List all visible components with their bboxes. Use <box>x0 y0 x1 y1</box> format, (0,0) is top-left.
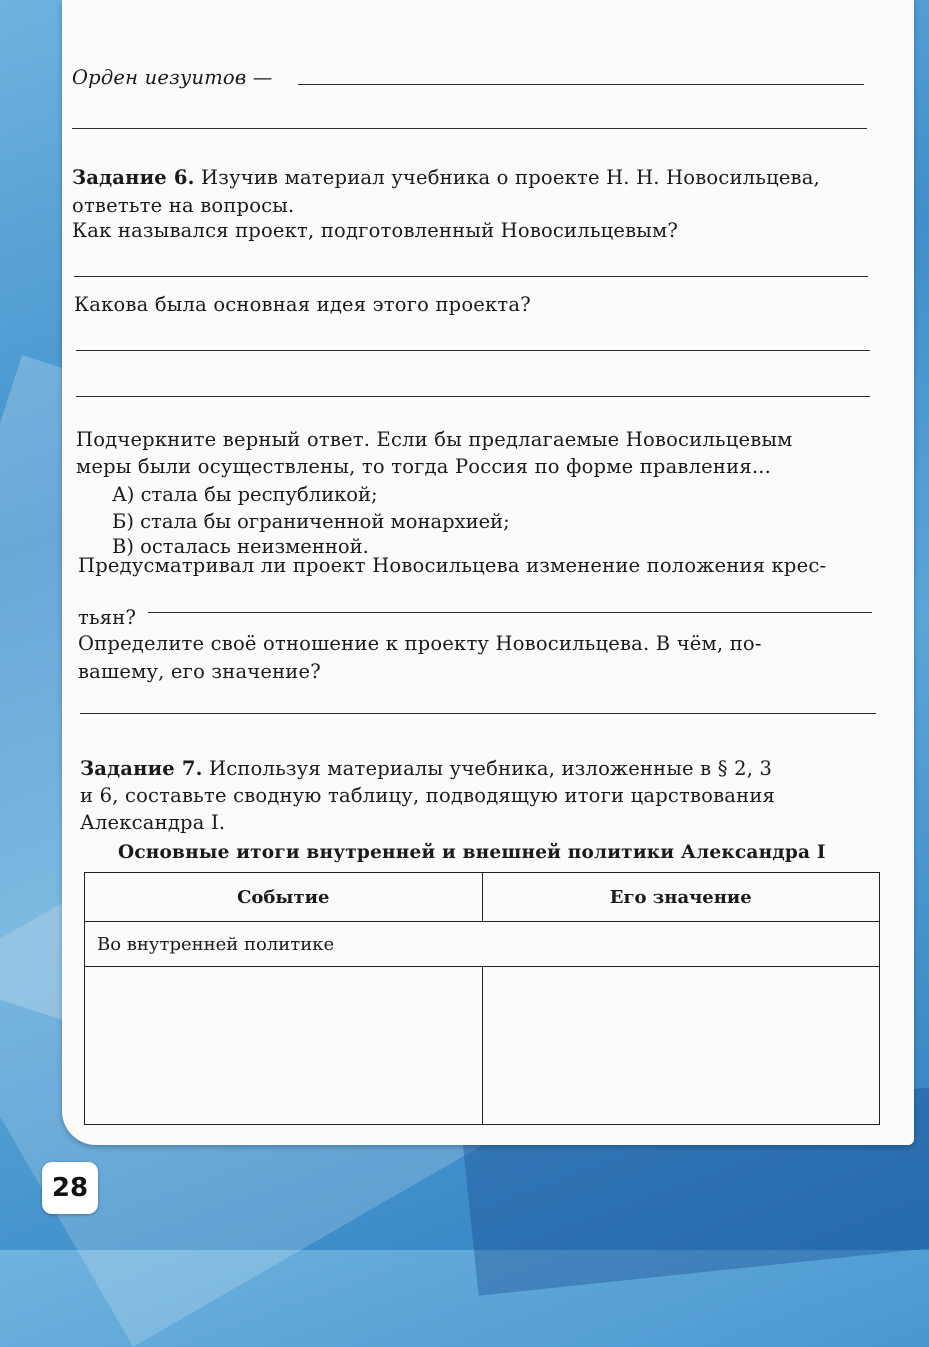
answer-line[interactable] <box>72 128 867 129</box>
table-row <box>85 967 880 1125</box>
table-section-row <box>85 922 880 967</box>
answer-line[interactable] <box>148 612 872 613</box>
page-number: 28 <box>42 1162 98 1214</box>
significance-cell[interactable] <box>482 967 880 1125</box>
task6-question-idea: Какова была основная идея этого проекта? <box>74 293 531 316</box>
task6-intro-text: Изучив материал учебника о проекте Н. Н. Новосильцева, <box>201 166 820 189</box>
task6-question-attitude-1: Определите своё отношение к проекту Новосильцева. В чём, по- <box>78 632 762 655</box>
answer-line[interactable] <box>80 713 876 714</box>
task6-label: Задание 6. <box>72 166 195 189</box>
answer-line[interactable] <box>76 396 870 397</box>
task6-intro-line1 <box>72 166 820 189</box>
task6-question-peasants-1: Предусматривал ли проект Новосильцева изменение положения крес- <box>78 554 827 577</box>
task6-question-attitude-2: вашему, его значение? <box>78 660 321 683</box>
task6-question-name: Как назывался проект, подготовленный Новосильцевым? <box>72 219 679 242</box>
task6-underline-prompt-1: Подчеркните верный ответ. Если бы предлагаемые Новосильцевым <box>76 428 793 451</box>
task7-intro-line1 <box>80 757 772 780</box>
task6-question-peasants-2: тьян? <box>78 606 137 629</box>
event-cell[interactable] <box>85 967 483 1125</box>
table-title: Основные итоги внутренней и внешней политики Александра I <box>118 842 826 863</box>
answer-option-b[interactable]: Б) стала бы ограниченной монархией; <box>112 510 510 533</box>
task7-intro-line2: и 6, составьте сводную таблицу, подводящую итоги царствования <box>80 784 776 807</box>
task6-intro-line2: ответьте на вопросы. <box>72 194 295 217</box>
task7-intro-line3: Александра I. <box>80 811 226 834</box>
jesuit-order-label: Орден иезуитов — <box>72 66 273 89</box>
answer-option-a[interactable]: А) стала бы республикой; <box>112 483 378 506</box>
answer-line[interactable] <box>298 84 864 85</box>
column-header-event: Событие <box>85 873 483 922</box>
summary-table <box>84 872 880 1125</box>
column-header-significance: Его значение <box>482 873 880 922</box>
task7-label: Задание 7. <box>80 757 203 780</box>
answer-line[interactable] <box>76 350 870 351</box>
section-domestic-policy: Во внутренней политике <box>85 922 880 967</box>
answer-option-c[interactable]: В) осталась неизменной. <box>112 535 369 558</box>
table-header-row <box>85 873 880 922</box>
task7-intro-text: Используя материалы учебника, изложенные в § 2, 3 <box>209 757 773 780</box>
answer-line[interactable] <box>74 276 868 277</box>
task6-underline-prompt-2: меры были осуществлены, то тогда Россия по форме правления... <box>76 455 772 478</box>
